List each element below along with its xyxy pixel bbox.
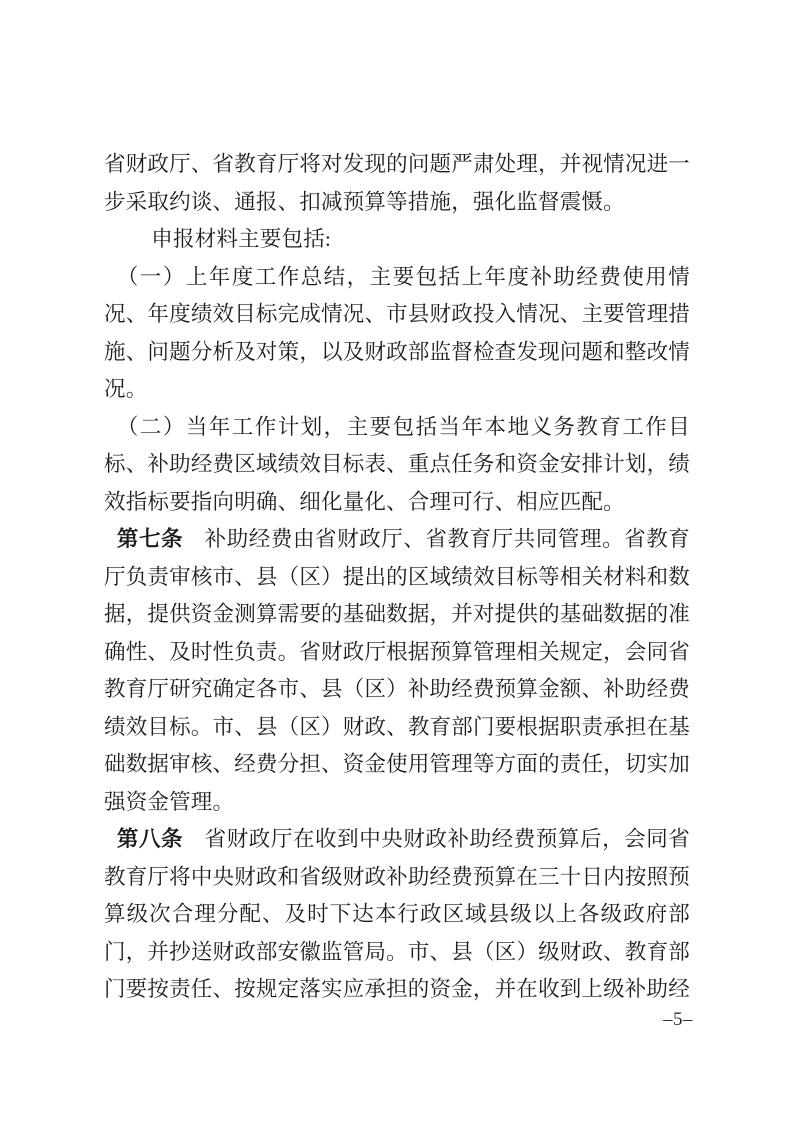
paragraph-materials-intro: 申报材料主要包括: xyxy=(151,227,332,251)
paragraph-item-1: （一）上年度工作总结，主要包括上年度补助经费使用情况、年度绩效目标完成情况、市县财政投入情况、主要管理措施、问题分析及对策，以及财政部监督检查发现问题和整改情况。 xyxy=(104,264,690,401)
article-7-body: 补助经费由省财政厅、省教育厅共同管理。省教育厅负责审核市、县（区）提出的区域绩效目标等相关材料和数据，提供资金测算需要的基础数据，并对提供的基础数据的准确性、及时性负责。省财政厅根据预算管理相关规定，会同省教育厅研究确定各市、县（区）补助经费预算金额、补助经费绩效目标。市、县（区）财政、教育部门要根据职责承担在基础数据审核、经费分担、资金使用管理等方面的责任，切实加强资金管理。 xyxy=(104,527,690,814)
article-7-heading: 第七条 xyxy=(116,527,184,551)
article-8-heading: 第八条 xyxy=(116,827,184,851)
paragraph-article-7 xyxy=(104,521,690,821)
paragraph-continuation: 省财政厅、省教育厅将对发现的问题严肃处理，并视情况进一步采取约谈、通报、扣减预算等措施，强化监督震慑。 xyxy=(104,152,690,214)
paragraph-item-2: （二）当年工作计划，主要包括当年本地义务教育工作目标、补助经费区域绩效目标表、重点任务和资金安排计划，绩效指标要指向明确、细化量化、合理可行、相应匹配。 xyxy=(104,414,690,514)
article-8-body: 省财政厅在收到中央财政补助经费预算后，会同省教育厅将中央财政和省级财政补助经费预算在三十日内按照预算级次合理分配、及时下达本行政区域县级以上各级政府部门，并抄送财政部安徽监管局。市、县（区）级财政、教育部门要按责任、按规定落实应承担的资金，并在收到上级补助经 xyxy=(104,827,690,1001)
document-body xyxy=(104,146,690,1009)
page-number: –5– xyxy=(663,1009,693,1030)
paragraph-article-8 xyxy=(104,821,690,1009)
